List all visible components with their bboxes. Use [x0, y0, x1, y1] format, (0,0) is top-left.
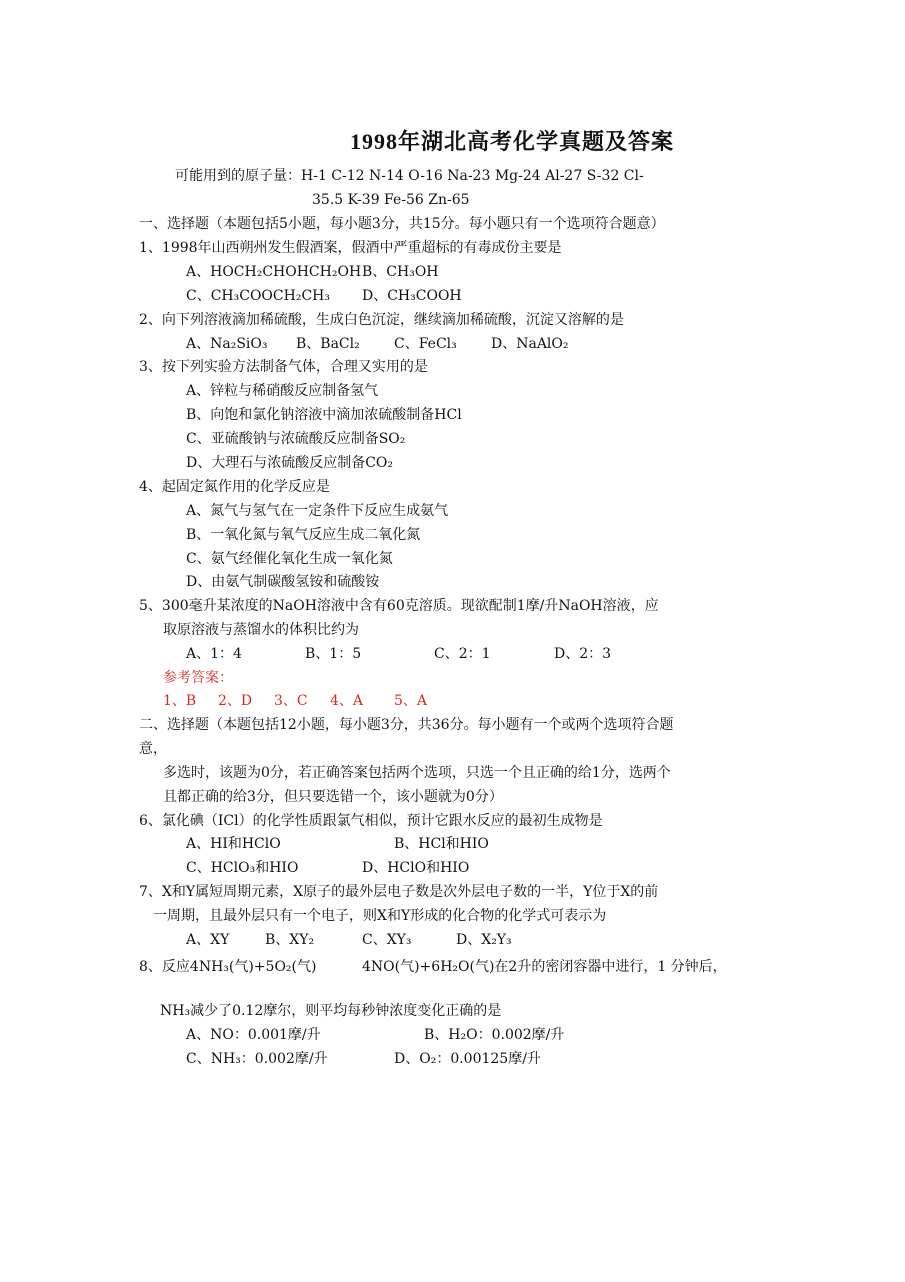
- answer-4: 4、A: [330, 693, 364, 709]
- q7-stem-line1: 7、X和Y属短周期元素，X原子的最外层电子数是次外层电子数的一半，Y位于X的前: [139, 884, 659, 900]
- q1-option-c: C、CH₃COOCH₂CH₃: [186, 288, 330, 304]
- section2-note-line2: 且都正确的给3分，但只要选错一个，该小题就为0分）: [163, 789, 503, 805]
- q5-option-b: B、1：5: [305, 646, 362, 662]
- q8-option-b: B、H₂O：0.002摩/升: [424, 1027, 565, 1043]
- q1-stem: 1、1998年山西朔州发生假酒案，假酒中严重超标的有毒成份主要是: [139, 240, 562, 256]
- q8-option-d: D、O₂：0.00125摩/升: [394, 1051, 541, 1067]
- q2-option-a: A、Na₂SiO₃: [186, 336, 268, 352]
- q1-option-a: A、HOCH₂CHOHCH₂OH: [186, 264, 362, 280]
- q3-option-c: C、亚硫酸钠与浓硫酸反应制备SO₂: [186, 431, 406, 447]
- q6-option-a: A、HI和HClO: [186, 836, 281, 852]
- q2-option-b: B、BaCl₂: [296, 336, 360, 352]
- q6-stem: 6、氯化碘（ICl）的化学性质跟氯气相似，预计它跟水反应的最初生成物是: [139, 813, 603, 829]
- answer-label: 参考答案：: [163, 670, 233, 686]
- q3-stem: 3、按下列实验方法制备气体，合理又实用的是: [139, 359, 428, 375]
- q3-option-a: A、锌粒与稀硝酸反应制备氢气: [186, 383, 379, 399]
- q3-option-b: B、向饱和氯化钠溶液中滴加浓硫酸制备HCl: [186, 407, 462, 423]
- q4-option-b: B、一氧化氮与氧气反应生成二氧化氮: [186, 527, 421, 543]
- q3-option-d: D、大理石与浓硫酸反应制备CO₂: [186, 455, 394, 471]
- q5-option-c: C、2：1: [434, 646, 491, 662]
- q6-option-d: D、HClO和HIO: [362, 860, 470, 876]
- section1-header: 一、选择题（本题包括5小题，每小题3分，共15分。每小题只有一个选项符合题意）: [139, 216, 665, 232]
- q8-option-a: A、NO：0.001摩/升: [186, 1027, 321, 1043]
- q2-option-d: D、NaAlO₂: [491, 336, 569, 352]
- q7-option-a: A、XY: [186, 932, 230, 948]
- answer-1: 1、B: [163, 693, 197, 709]
- q5-option-d: D、2：3: [554, 646, 612, 662]
- section2-header-line1: 二、选择题（本题包括12小题，每小题3分，共36分。每小题有一个或两个选项符合题: [139, 717, 674, 733]
- q1-option-d: D、CH₃COOH: [362, 288, 462, 304]
- q5-stem-line2: 取原溶液与蒸馏水的体积比约为: [163, 622, 359, 638]
- q4-stem: 4、起固定氮作用的化学反应是: [139, 479, 330, 495]
- q4-option-c: C、氨气经催化氧化生成一氧化氮: [186, 551, 393, 567]
- q5-stem-line1: 5、300毫升某浓度的NaOH溶液中含有60克溶质。现欲配制1摩/升NaOH溶液，应: [139, 598, 659, 614]
- answer-3: 3、C: [274, 693, 308, 709]
- page-title: 1998年湖北高考化学真题及答案: [350, 129, 675, 154]
- q7-option-d: D、X₂Y₃: [456, 932, 512, 948]
- q6-option-c: C、HClO₃和HIO: [186, 860, 299, 876]
- q7-option-c: C、XY₃: [362, 932, 412, 948]
- section2-header-line2: 意，: [139, 741, 167, 757]
- q8-stem-part2: 4NO(气)+6H₂O(气)在2升的密闭容器中进行，1 分钟后，: [362, 959, 727, 975]
- q8-stem-line2: NH₃减少了0.12摩尔，则平均每秒钟浓度变化正确的是: [160, 1003, 502, 1019]
- q7-option-b: B、XY₂: [265, 932, 315, 948]
- q5-option-a: A、1：4: [186, 646, 242, 662]
- q4-option-d: D、由氨气制碳酸氢铵和硫酸铵: [186, 574, 380, 590]
- q8-stem-part1: 8、反应4NH₃(气)+5O₂(气): [139, 959, 317, 975]
- answer-2: 2、D: [218, 693, 253, 709]
- q2-stem: 2、向下列溶液滴加稀硫酸，生成白色沉淀，继续滴加稀硫酸，沉淀又溶解的是: [139, 312, 624, 328]
- q6-option-b: B、HCl和HIO: [394, 836, 489, 852]
- q1-option-b: B、CH₃OH: [362, 264, 439, 280]
- answer-5: 5、A: [394, 693, 428, 709]
- atomic-masses-line2: 35.5 K-39 Fe-56 Zn-65: [312, 192, 470, 208]
- q8-option-c: C、NH₃：0.002摩/升: [186, 1051, 328, 1067]
- section2-note-line1: 多选时，该题为0分，若正确答案包括两个选项，只选一个且正确的给1分，选两个: [163, 765, 671, 781]
- q4-option-a: A、氮气与氢气在一定条件下反应生成氨气: [186, 503, 449, 519]
- q2-option-c: C、FeCl₃: [394, 336, 457, 352]
- q7-stem-line2: 一周期，且最外层只有一个电子，则X和Y形成的化合物的化学式可表示为: [153, 908, 607, 924]
- atomic-masses-line1: 可能用到的原子量：H-1 C-12 N-14 O-16 Na-23 Mg-24 Al-27 S-32 Cl-: [175, 168, 644, 184]
